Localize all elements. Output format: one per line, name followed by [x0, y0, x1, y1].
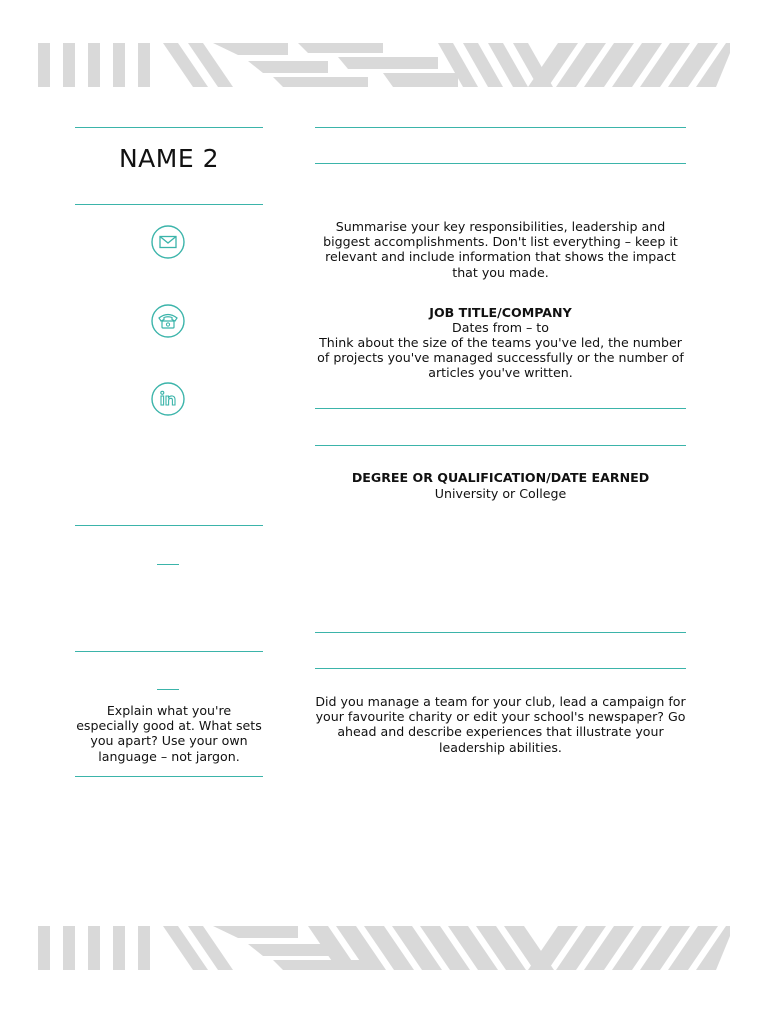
skills-text: Explain what you're especially good at. What sets you apart? Use your own language – not jargon.: [76, 703, 262, 764]
bottom-stripe-band: [38, 926, 730, 970]
leadership-top-rule: [315, 632, 686, 633]
experience-heading-rule: [315, 163, 686, 164]
leadership-text: Did you manage a team for your club, lead a campaign for your favourite charity or edit your school's newspaper? Go ahead and describe experiences that illustrate your leadership abilities.: [315, 694, 686, 755]
leadership-heading-rule: [315, 668, 686, 669]
education-heading-rule: [315, 445, 686, 446]
left-skills-bottom-rule: [75, 776, 263, 777]
left-top-rule: [75, 127, 263, 128]
experience-summary: Summarise your key responsibilities, leadership and biggest accomplishments. Don't list everything – keep it relevant and include information that shows the impact that you made.: [323, 219, 678, 280]
left-name-rule: [75, 204, 263, 205]
skills-dash: [157, 689, 179, 690]
school-name: University or College: [434, 486, 567, 501]
education-top-rule: [315, 408, 686, 409]
phone-icon[interactable]: [151, 304, 185, 338]
section-dash: [157, 564, 179, 565]
linkedin-icon[interactable]: [151, 382, 185, 416]
job-details: Think about the size of the teams you've led, the number of projects you've managed successfully or the number of articles you've written.: [317, 335, 684, 381]
degree-title: DEGREE OR QUALIFICATION/DATE EARNED: [351, 470, 650, 485]
left-section-rule: [75, 525, 263, 526]
right-top-rule: [315, 127, 686, 128]
job-dates: Dates from – to: [452, 320, 549, 335]
job-title: JOB TITLE/COMPANY: [429, 305, 572, 320]
top-stripe-band: [38, 43, 730, 87]
applicant-name: NAME 2: [118, 144, 220, 173]
left-skills-top-rule: [75, 651, 263, 652]
email-icon[interactable]: [151, 225, 185, 259]
